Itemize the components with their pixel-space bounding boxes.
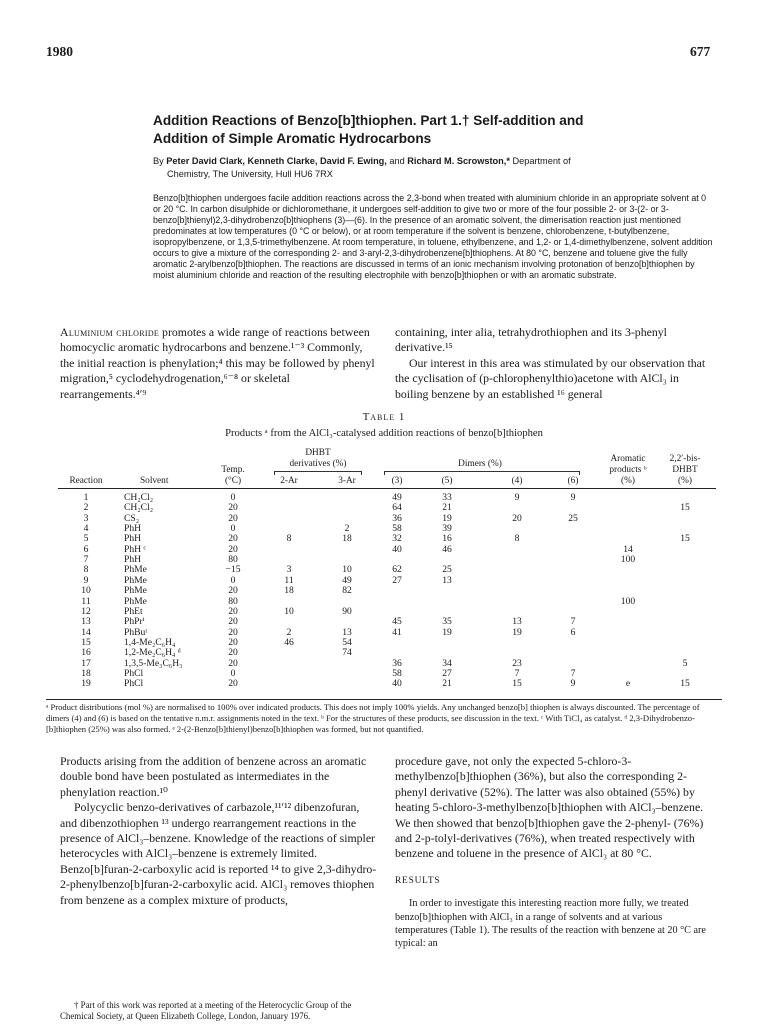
cell-solvent: PhMe: [124, 585, 147, 597]
cell-temp: 20: [228, 657, 238, 669]
cell-aromatic: 14: [623, 543, 633, 555]
cell-dimer-4: 9: [514, 492, 520, 503]
cell-dimer-5: 34: [442, 657, 452, 669]
title-footnote: † Part of this work was reported at a meeting of the Heterocyclic Group of the Chemical Society, at Queen Elizabeth College, London, January 1976.: [60, 1000, 352, 1021]
cell-2-ar: 3: [286, 564, 292, 576]
brace-dhbt: [274, 471, 362, 472]
title-line-1: Addition Reactions of Benzo[b]thiophen. Part 1.† Self-addition and: [153, 113, 584, 128]
cell-dimer-3: 58: [392, 667, 402, 679]
cell-aromatic: e: [625, 678, 631, 690]
cell-dimer-3: 36: [392, 657, 402, 669]
th-dimer-5: (5): [441, 476, 453, 486]
cell-reaction: 8: [83, 564, 89, 576]
author-block: [153, 155, 733, 180]
results-heading: RESULTS: [395, 875, 441, 886]
cell-dimer-4: 8: [514, 533, 520, 545]
cell-reaction: 11: [81, 595, 91, 607]
cell-solvent: PhPrⁱ: [124, 616, 145, 628]
th-temp-unit: (°C): [224, 476, 242, 486]
cell-solvent: PhMe: [124, 564, 147, 576]
cell-3-ar: 10: [342, 564, 352, 576]
cell-dimer-5: 25: [442, 564, 452, 576]
table-footnotes: ᵃ Product distributions (mol %) are normalised to 100% over indicated products. This does not imply 100% yields. Any unchanged benzo[b] thiophen is always discounted. The percentage of dimers (4) and (6) is based on the tentative n.m.r. assignments noted in the text. ᵇ For the structures of these products, see discussion in the text. ᶜ With TiCl₄ as catalyst. ᵈ 2,3-Dihydrobenzo-[b]thiophen (25%) was also formed. ᵉ 2-(2-Benzo[b]thienyl)benzo[b]thiophen was formed, but not quantified.: [46, 702, 700, 735]
th-solvent: Solvent: [140, 476, 169, 486]
th-dhbt-derivatives: derivatives (%): [289, 459, 347, 469]
th-temp: Temp.: [221, 465, 245, 475]
intro-column-left: [60, 325, 379, 402]
journal-year: 1980: [46, 44, 73, 59]
cell-dimer-6: 9: [570, 678, 576, 690]
th-dhbt: DHBT: [305, 448, 331, 458]
cell-reaction: 14: [81, 626, 91, 638]
title-line-2: Addition of Simple Aromatic Hydrocarbons: [153, 131, 432, 146]
cell-solvent: PhMe: [124, 595, 147, 607]
author-and: and: [386, 156, 408, 166]
body-paragraph-2: Polycyclic benzo-derivatives of carbazole,¹¹ʹ¹² dibenzofuran, and dibenzothiophen ¹³ undergo rearrangement reactions in the presence of AlCl₃–benzene. Knowledge of the reactions of simpler heterocycles with AlCl₃–benzene is extremely limited. Benzo[b]furan-2-carboxylic acid is reported ¹⁴ to give 2,3-dihydro-2-phenylbenzo[b]furan-2-carboxylic acid. AlCl₃ removes thiophen from benzene as a complex mixture of products,: [60, 800, 377, 907]
brace-dimers-left: [384, 471, 385, 475]
body-column-left: [60, 754, 379, 908]
cell-bis-dhbt: 15: [680, 502, 690, 514]
cell-dimer-5: 27: [442, 667, 452, 679]
th-dimers: Dimers (%): [458, 459, 502, 469]
cell-2-ar: 2: [286, 626, 292, 638]
body-paragraph-3: procedure gave, not only the expected 5-chloro-3-methylbenzo[b]thiophen (36%), but also the corresponding 2-phenyl derivative (52%). The latter was also obtained (55%) by heating 5-chloro-3-methylbenzo[b]thiophen with AlCl₃–benzene. We then showed that benzo[b]thiophen gave the 2-phenyl- (76%) and 2-p-tolyl-derivatives (76%), when treated respectively with benzene and toluene in the presence of AlCl₃ at 80 °C.: [395, 754, 704, 861]
cell-temp: 20: [228, 626, 238, 638]
cell-reaction: 4: [83, 523, 89, 535]
cell-dimer-3: 40: [392, 678, 402, 690]
cell-reaction: 7: [83, 554, 89, 566]
cell-dimer-6: 6: [570, 626, 576, 638]
cell-solvent: PhCl: [124, 667, 144, 679]
cell-dimer-5: 13: [442, 574, 452, 586]
cell-reaction: 2: [83, 502, 89, 514]
cell-temp: 0: [230, 492, 236, 503]
th-aromatic: Aromatic: [610, 454, 646, 464]
cell-temp: 20: [228, 678, 238, 690]
cell-dimer-6: 7: [570, 667, 576, 679]
th-aromatic-products: products ᵇ: [609, 465, 647, 475]
cell-temp: 80: [228, 595, 238, 607]
cell-bis-dhbt: 15: [680, 678, 690, 690]
author-prefix: By: [153, 156, 167, 166]
cell-dimer-6: 9: [570, 492, 576, 503]
cell-temp: 20: [228, 616, 238, 628]
cell-dimer-5: 33: [442, 492, 452, 503]
cell-solvent: PhCl: [124, 678, 144, 690]
cell-dimer-3: 40: [392, 543, 402, 555]
cell-temp: 0: [230, 667, 236, 679]
cell-dimer-3: 64: [392, 502, 402, 514]
cell-temp: 0: [230, 523, 236, 535]
cell-3-ar: 13: [342, 626, 352, 638]
cell-temp: 20: [228, 533, 238, 545]
cell-3-ar: 2: [344, 523, 350, 535]
cell-aromatic: 100: [620, 595, 636, 607]
th-dimer-6: (6): [567, 476, 579, 486]
cell-dimer-4: 19: [512, 626, 522, 638]
table-header-rule: [58, 488, 716, 489]
cell-solvent: PhBuᵗ: [124, 626, 148, 638]
cell-solvent: PhH: [124, 533, 142, 545]
cell-dimer-3: 58: [392, 523, 402, 535]
cell-dimer-4: 7: [514, 667, 520, 679]
cell-dimer-5: 19: [442, 626, 452, 638]
cell-temp: 0: [230, 574, 236, 586]
brace-dhbt-left: [274, 471, 275, 475]
cell-temp: 20: [228, 585, 238, 597]
cell-aromatic: 100: [620, 554, 636, 566]
cell-dimer-5: 19: [442, 512, 452, 524]
cell-dimer-3: 41: [392, 626, 402, 638]
cell-solvent: PhH: [124, 554, 142, 566]
cell-2-ar: 10: [284, 605, 294, 617]
cell-temp: 20: [228, 647, 238, 659]
cell-reaction: 18: [81, 667, 91, 679]
cell-reaction: 12: [81, 605, 91, 617]
cell-3-ar: 18: [342, 533, 352, 545]
cell-temp: −15: [225, 564, 241, 576]
cell-solvent: PhMe: [124, 574, 147, 586]
cell-reaction: 17: [81, 657, 91, 669]
cell-reaction: 3: [83, 512, 89, 524]
cell-dimer-5: 16: [442, 533, 452, 545]
cell-3-ar: 54: [342, 636, 352, 648]
th-3-ar: 3-Ar: [338, 476, 356, 486]
table-caption: Products ᵃ from the AlCl₃-catalysed addition reactions of benzo[b]thiophen: [225, 428, 543, 439]
cell-temp: 20: [228, 502, 238, 514]
brace-dimers: [384, 471, 580, 472]
cell-2-ar: 46: [284, 636, 294, 648]
intro-continuation: containing, inter alia, tetrahydrothiophen and its 3-phenyl derivative.¹⁵: [395, 325, 667, 355]
cell-dimer-3: 36: [392, 512, 402, 524]
article-title: [153, 112, 733, 148]
cell-reaction: 5: [83, 533, 89, 545]
body-paragraph-1: Products arising from the addition of benzene across an aromatic double bond have been postulated as intermediates in the phenylation reaction.¹⁰: [60, 754, 367, 799]
cell-3-ar: 90: [342, 605, 352, 617]
author-corresponding: Richard M. Scrowston,*: [407, 156, 510, 166]
cell-solvent: PhH ᶜ: [124, 543, 146, 555]
th-bis-pct: (%): [678, 476, 692, 486]
cell-temp: 20: [228, 605, 238, 617]
cell-temp: 20: [228, 543, 238, 555]
cell-2-ar: 11: [284, 574, 294, 586]
author-names: Peter David Clark, Kenneth Clarke, David F. Ewing,: [166, 156, 387, 166]
cell-dimer-4: 20: [512, 512, 522, 524]
cell-solvent: 1,4-Me₂C₆H₄: [124, 636, 176, 648]
cell-dimer-5: 39: [442, 523, 452, 535]
cell-dimer-5: 21: [442, 502, 452, 514]
cell-reaction: 10: [81, 585, 91, 597]
cell-reaction: 19: [81, 678, 91, 690]
intro-paragraph: promotes a wide range of reactions between homocyclic aromatic hydrocarbons and benzene.¹⁻³ Commonly, the initial reaction is phenylation;⁴ this may be followed by phenyl migration,⁵ cyclodehydrogenation,⁶⁻⁸ or skeletal rearrangements.⁴ʹ⁹: [60, 325, 375, 401]
cell-temp: 80: [228, 554, 238, 566]
th-bis-dhbt: DHBT: [672, 465, 698, 475]
cell-solvent: CS₂: [124, 512, 140, 524]
table-bottom-rule: [46, 699, 722, 700]
th-reaction: Reaction: [69, 476, 103, 486]
cell-reaction: 1: [83, 492, 89, 503]
cell-bis-dhbt: 5: [682, 657, 688, 669]
cell-bis-dhbt: 15: [680, 533, 690, 545]
cell-reaction: 16: [81, 647, 91, 659]
cell-3-ar: 82: [342, 585, 352, 597]
cell-dimer-6: 25: [568, 512, 578, 524]
cell-2-ar: 18: [284, 585, 294, 597]
th-aromatic-pct: (%): [621, 476, 635, 486]
cell-2-ar: 8: [286, 533, 292, 545]
table: [0, 440, 768, 705]
th-2-ar: 2-Ar: [280, 476, 298, 486]
cell-dimer-3: 32: [392, 533, 402, 545]
cell-dimer-5: 46: [442, 543, 452, 555]
author-department: Department of: [509, 156, 571, 166]
body-column-right: [395, 754, 714, 950]
cell-reaction: 6: [83, 543, 89, 555]
cell-dimer-4: 23: [512, 657, 522, 669]
brace-dhbt-right: [361, 471, 362, 475]
cell-dimer-4: 13: [512, 616, 522, 628]
cell-dimer-3: 45: [392, 616, 402, 628]
cell-reaction: 15: [81, 636, 91, 648]
cell-solvent: PhEt: [124, 605, 143, 617]
cell-3-ar: 74: [342, 647, 352, 659]
cell-3-ar: 49: [342, 574, 352, 586]
results-paragraph: In order to investigate this interesting reaction more fully, we treated benzo[b]thiophen with AlCl₃ in a range of solvents and at various temperatures (Table 1). The results of the reaction with benzene at 20 °C are typical: an: [395, 898, 706, 950]
th-dimer-4: (4): [511, 476, 523, 486]
cell-solvent: 1,2-Me₂C₆H₄ ᵈ: [124, 647, 181, 659]
cell-reaction: 9: [83, 574, 89, 586]
intro-lead-smallcaps: Aluminium chloride: [60, 325, 160, 339]
intro-paragraph-2: Our interest in this area was stimulated by our observation that the cyclisation of (p-chlorophenylthio)acetone with AlCl₃ in boiling benzene by an established ¹⁶ general: [395, 355, 706, 401]
table-label: Table 1: [362, 411, 406, 423]
intro-column-right: [395, 325, 714, 402]
cell-dimer-3: 62: [392, 564, 402, 576]
th-dimer-3: (3): [391, 476, 403, 486]
brace-dimers-right: [579, 471, 580, 475]
cell-solvent: 1,3,5-Me₃C₆H₃: [124, 657, 183, 669]
page-number: 677: [690, 44, 711, 59]
cell-dimer-5: 21: [442, 678, 452, 690]
cell-dimer-6: 7: [570, 616, 576, 628]
author-affiliation: Chemistry, The University, Hull HU6 7RX: [167, 168, 333, 179]
abstract: Benzo[b]thiophen undergoes facile addition reactions across the 2,3-bond when treated with aluminium chloride in an appropriate solvent at 0 or 20 °C. In carbon disulphide or dichloromethane, it undergoes self-addition to give two or more of the four possible 2- or 3-(2- or 3-benzo[b]thienyl)2,3-dihydrobenzo[b]thiophens (3)—(6). In the presence of an aromatic solvent, the dimerisation reaction just mentioned predominates at low temperatures (0 °C or below), or at room temperature if the solvent is benzene, chlorobenzene, t-butylbenzene, isopropylbenzene, or 1,3,5-trimethylbenzene. At room temperature, in toluene, ethylbenzene, and 1,2- or 1,4-dimethylbenzene, solvent addition occurs to give a mixture of the corresponding 2- and 3-aryl-2,3-dihydrobenzene[b]thiophens. At 80 °C, benzene and toluene give the fully aromatic 2-arylbenzo[b]thiophen. The reactions are discussed in terms of an ionic mechanism involving protonation of benzo[b]thiophen by moist aluminium chloride and reaction of the resulting electrophile with benzo[b]thiophen or with an aromatic substrate.: [153, 193, 713, 280]
cell-solvent: CH₂Cl₂: [124, 492, 154, 503]
th-bis: 2,2′-bis-: [669, 454, 701, 464]
cell-solvent: PhH: [124, 523, 142, 535]
cell-dimer-3: 49: [392, 492, 402, 503]
cell-temp: 20: [228, 636, 238, 648]
cell-dimer-4: 15: [512, 678, 522, 690]
cell-reaction: 13: [81, 616, 91, 628]
cell-dimer-3: 27: [392, 574, 402, 586]
cell-temp: 20: [228, 512, 238, 524]
cell-solvent: CH₂Cl₂: [124, 502, 154, 514]
cell-dimer-5: 35: [442, 616, 452, 628]
